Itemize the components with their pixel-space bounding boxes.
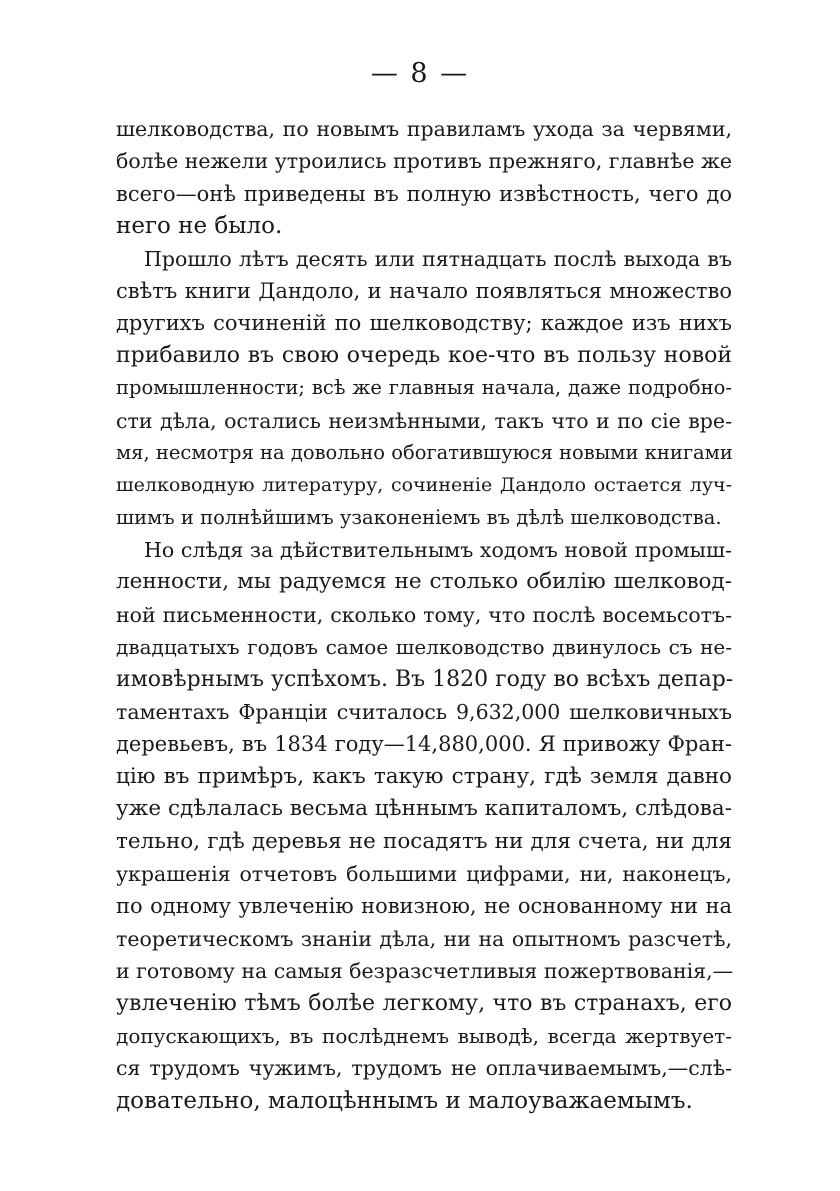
page-number: — 8 — bbox=[370, 58, 470, 89]
text-line: уже сдѣлалась весьма цѣннымъ капиталомъ, слѣдова- bbox=[116, 796, 732, 822]
text-line: Но слѣдя за дѣйствительнымъ ходомъ новой промыш- bbox=[144, 538, 732, 563]
text-line: прибавило въ свою очередь кое-что въ пользу новой bbox=[116, 342, 732, 368]
text-line: и готовому на самыя безразсчетливыя пожертвованія,— bbox=[116, 959, 734, 984]
text-line: Прошло лѣтъ десять или пятнадцать послѣ выхода въ bbox=[144, 246, 732, 271]
text-line: него не было. bbox=[116, 213, 283, 240]
text-line: всего—онѣ приведены въ полную извѣстность, чего до bbox=[116, 181, 732, 206]
text-line: тельно, гдѣ деревья не посадятъ ни для счета, ни для bbox=[116, 828, 732, 854]
text-line: шелководства, по новымъ правиламъ ухода за червями, bbox=[116, 117, 732, 141]
text-line: двадцатыхъ годовъ самое шелководство двинулось съ не- bbox=[116, 635, 732, 660]
text-line: теоретическомъ знаніи дѣла, ни на опытномъ разсчетѣ, bbox=[116, 926, 732, 951]
text-line: по одному увлеченію новизною, не основанному ни на bbox=[116, 894, 732, 919]
text-line: шелководную литературу, сочиненіе Дандоло остается луч- bbox=[116, 474, 732, 497]
text-line: деревьевъ, въ 1834 году—14,880,000. Я привожу Фран- bbox=[116, 732, 732, 757]
paragraph bbox=[116, 534, 732, 1117]
paragraph bbox=[116, 243, 732, 535]
paragraph bbox=[116, 113, 732, 243]
text-line: ся трудомъ чужимъ, трудомъ не оплачиваемымъ,—слѣ- bbox=[116, 1056, 732, 1081]
text-line: цію въ примѣръ, какъ такую страну, гдѣ земля давно bbox=[116, 763, 732, 789]
text-line: болѣе нежели утроились противъ прежняго, главнѣе же bbox=[116, 149, 732, 174]
text-line: свѣтъ книги Дандоло, и начало появляться множество bbox=[116, 278, 732, 303]
text-line: допускающихъ, въ послѣднемъ выводѣ, всегда жертвует- bbox=[116, 1023, 732, 1048]
text-line: шимъ и полнѣйшимъ узаконеніемъ въ дѣлѣ шелководства. bbox=[116, 505, 722, 529]
text-line: имовѣрнымъ успѣхомъ. Въ 1820 году во всѣхъ депар- bbox=[116, 666, 734, 692]
text-line: ной письменности, сколько тому, что послѣ восемьсотъ- bbox=[116, 602, 732, 627]
text-line: мя, несмотря на довольно обогатившуюся новыми книгами bbox=[116, 440, 733, 464]
text-line: ленности, мы радуемся не столько обилію шелковод- bbox=[116, 569, 732, 595]
text-line: довательно, малоцѣннымъ и малоуважаемымъ. bbox=[116, 1087, 693, 1114]
text-line: другихъ сочиненій по шелководству; каждое изъ нихъ bbox=[116, 311, 732, 336]
text-line: увлеченію тѣмъ болѣе легкому, что въ странахъ, его bbox=[116, 990, 732, 1016]
body-text bbox=[116, 113, 732, 1117]
text-line: промышленности; всѣ же главныя начала, даже подробно- bbox=[116, 376, 732, 400]
text-line: сти дѣла, остались неизмѣнными, такъ что и по сіе вре- bbox=[116, 408, 732, 433]
text-line: украшенія отчетовъ большими цифрами, ни, наконецъ, bbox=[116, 861, 732, 886]
text-line: таментахъ Франціи считалось 9,632,000 шелковичныхъ bbox=[116, 700, 732, 725]
